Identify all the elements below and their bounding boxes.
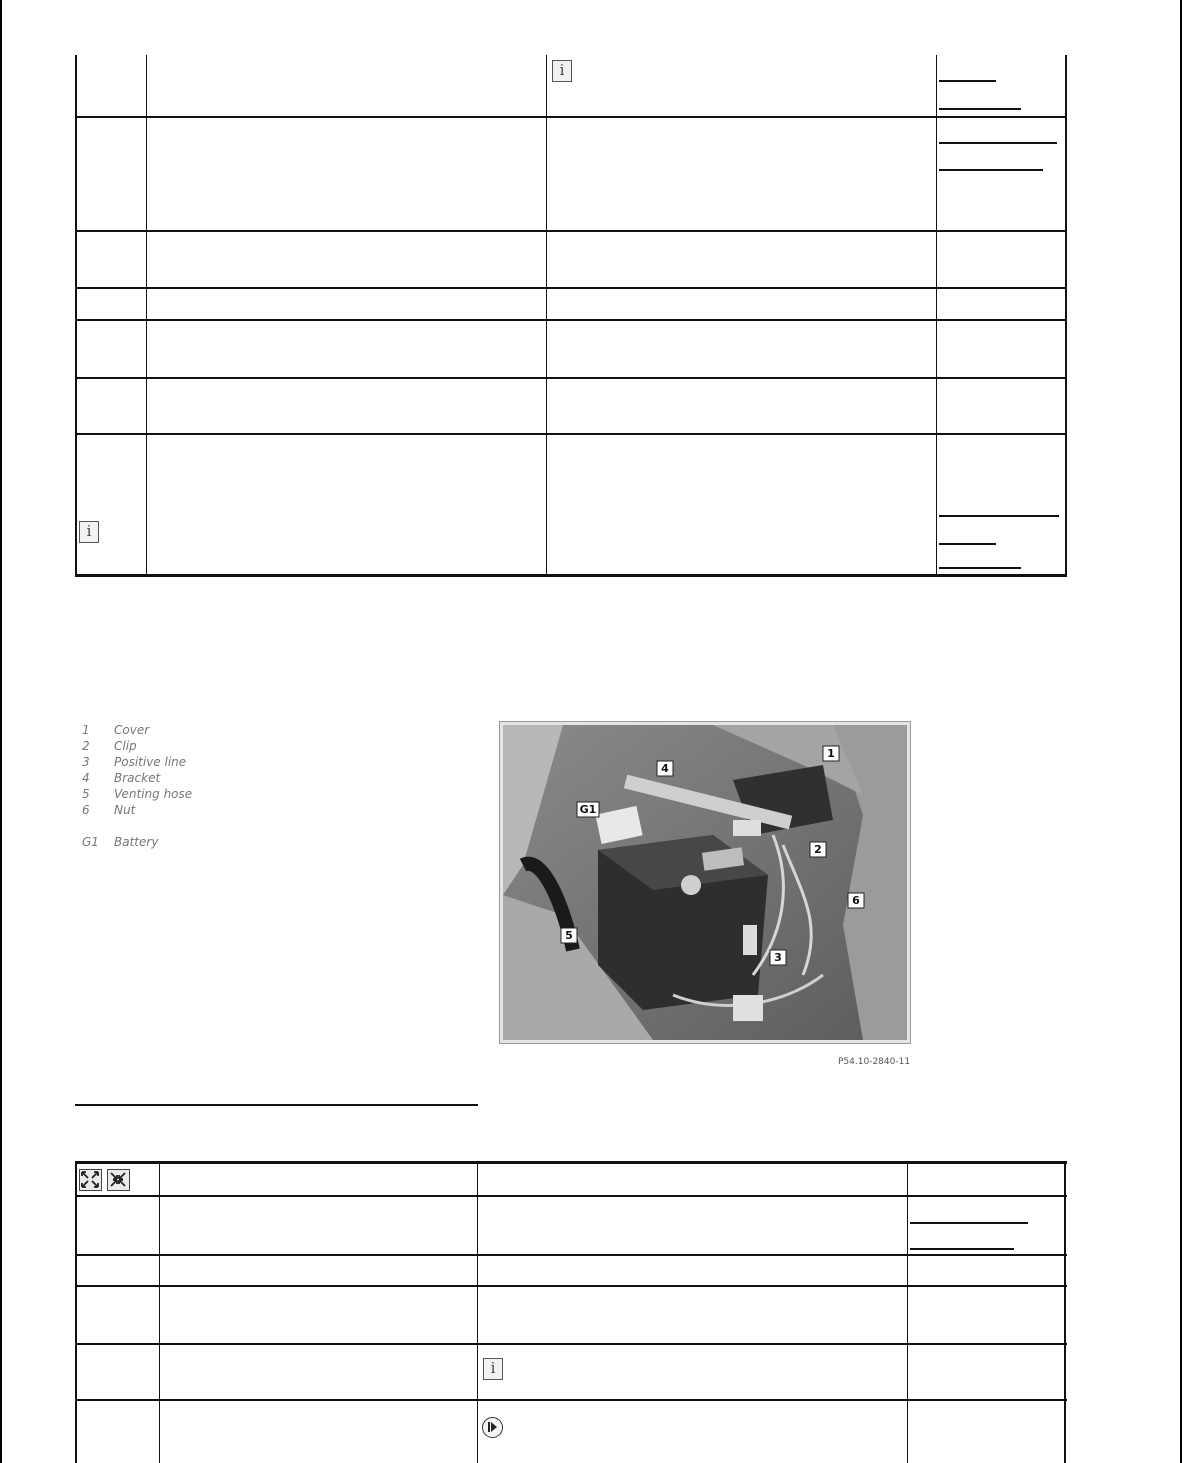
legend-label: Nut (114, 803, 136, 817)
table-col-divider (936, 55, 937, 577)
battery-photo (499, 721, 911, 1044)
table-row-divider (75, 377, 1067, 379)
legend-number: 4 (82, 771, 90, 785)
reference-link[interactable] (939, 567, 1021, 569)
reference-link[interactable] (939, 515, 1059, 517)
table-border (75, 55, 77, 577)
table-row-divider (75, 1285, 1067, 1287)
photo-caption: P54.10-2840-11 (838, 1057, 911, 1067)
legend-label: Battery (114, 835, 159, 849)
page-border-right (1180, 0, 1182, 1463)
callout-label: 3 (774, 951, 782, 964)
table-row-divider (75, 116, 1067, 118)
table-border (1065, 55, 1067, 577)
procedure-table-lower (75, 1161, 1067, 1463)
table-row-divider (75, 1399, 1067, 1401)
table-col-divider (907, 1161, 908, 1463)
table-border (75, 1161, 77, 1463)
info-icon[interactable]: i (483, 1358, 503, 1380)
reference-link[interactable] (910, 1222, 1028, 1224)
legend-label: Clip (114, 739, 137, 753)
legend-number: 6 (82, 803, 90, 817)
table-row-divider (75, 230, 1067, 232)
procedure-table-upper (75, 55, 1067, 577)
expand-arrows-icon[interactable] (79, 1169, 102, 1191)
legend-label: Cover (114, 723, 150, 737)
table-border (75, 1161, 1067, 1164)
legend-label: Positive line (114, 755, 187, 769)
table-row-divider (75, 1195, 1067, 1197)
table-col-divider (546, 55, 547, 577)
legend-number: 1 (82, 723, 90, 737)
table-row-divider (75, 287, 1067, 289)
table-col-divider (146, 55, 147, 577)
legend-number: 3 (82, 755, 90, 769)
info-icon[interactable]: i (552, 60, 572, 82)
table-col-divider (159, 1161, 160, 1463)
reference-link[interactable] (910, 1248, 1014, 1250)
page-border-left (0, 0, 2, 1463)
table-border (75, 574, 1067, 577)
legend-number: 2 (82, 739, 90, 753)
legend-number: G1 (82, 835, 99, 849)
callout-label: 6 (852, 894, 860, 907)
table-row-divider (75, 1343, 1067, 1345)
callout-label: 5 (565, 929, 573, 942)
table-row-divider (75, 319, 1067, 321)
callout-label: 4 (661, 762, 669, 775)
info-icon[interactable]: i (79, 521, 99, 543)
reference-link[interactable] (939, 108, 1021, 110)
legend-label: Bracket (114, 771, 161, 785)
legend-label: Venting hose (114, 787, 193, 801)
reference-link[interactable] (939, 80, 996, 82)
table-col-divider (477, 1161, 478, 1463)
collapse-arrows-icon[interactable] (107, 1169, 130, 1191)
table-border (1064, 1161, 1066, 1463)
battery-photo-illustration (503, 725, 907, 1040)
play-circle-icon[interactable] (482, 1417, 503, 1438)
reference-link[interactable] (939, 543, 996, 545)
table-row-divider (75, 433, 1067, 435)
reference-link[interactable] (939, 169, 1043, 171)
legend-number: 5 (82, 787, 90, 801)
table-row-divider (75, 1254, 1067, 1256)
callout-label: 2 (814, 843, 822, 856)
section-divider (75, 1104, 478, 1106)
reference-link[interactable] (939, 142, 1057, 144)
callout-label: G1 (579, 803, 597, 816)
callout-label: 1 (827, 747, 835, 760)
